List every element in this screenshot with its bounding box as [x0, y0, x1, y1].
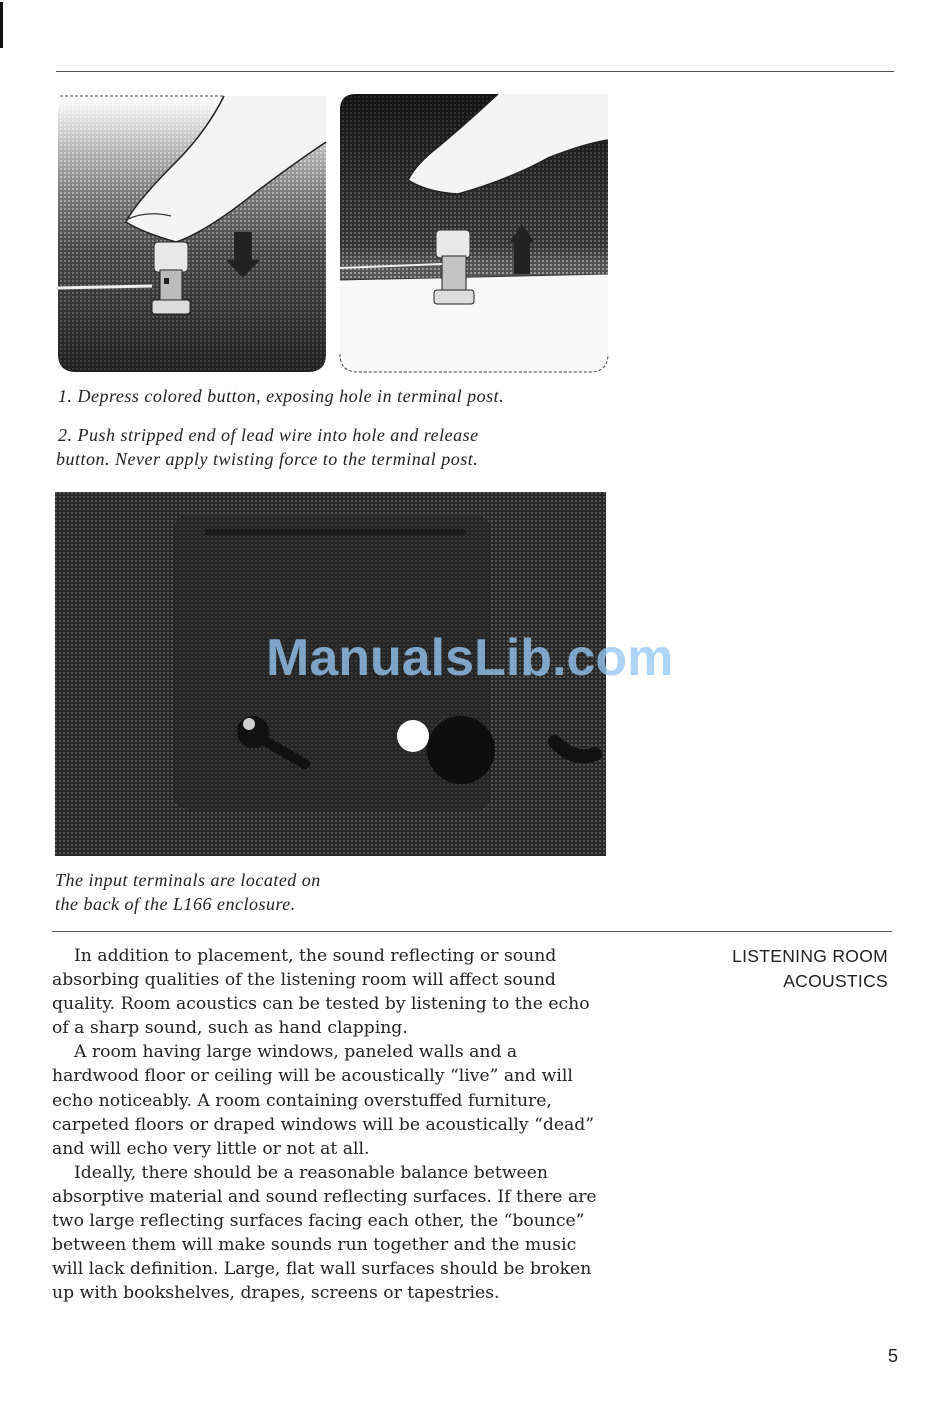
- photo-depress-button: [56, 92, 328, 374]
- section-heading-line-1: LISTENING ROOM: [732, 946, 888, 966]
- caption-terminals-line-2: the back of the L166 enclosure.: [55, 894, 296, 914]
- top-rule: [56, 71, 894, 72]
- paragraph-3: Ideally, there should be a reasonable balance between absorptive material and sound reflecting surfaces. If there are two large reflecting surfaces facing each other, the “bounce” between them will make sounds run together and the music will lack definition. Large, flat wall surfaces should be broken up with bookshelves, drapes, screens or tapestries.: [52, 1162, 597, 1304]
- caption-step-1: 1. Depress colored button, exposing hole in terminal post.: [58, 386, 505, 406]
- section-heading-line-2: ACOUSTICS: [783, 971, 888, 991]
- page-number: 5: [887, 1346, 898, 1366]
- paragraph-1: In addition to placement, the sound reflecting or sound absorbing qualities of the listening room will affect sound quality. Room acoustics can be tested by listening to the echo of a sharp sound, such as hand clapping.: [52, 946, 590, 1039]
- scan-edge-mark: [0, 2, 3, 48]
- watermark-manualslib: ManualsLib.com: [266, 629, 674, 687]
- caption-step-2-line-1: 2. Push stripped end of lead wire into hole and release: [58, 425, 479, 445]
- section-heading: [668, 944, 888, 994]
- paragraph-2: A room having large windows, paneled walls and a hardwood floor or ceiling will be acoustically “live” and will echo noticeably. A room containing overstuffed furniture, carpeted floors or draped windows will be acoustically “dead” and will echo very little or not at all.: [52, 1042, 595, 1159]
- caption-step-2-line-2: button. Never apply twisting force to the terminal post.: [56, 449, 479, 469]
- section-rule: [52, 931, 892, 932]
- section-body: [52, 944, 600, 1305]
- photo-release-button: [338, 92, 610, 374]
- caption-terminals-line-1: The input terminals are located on: [55, 870, 321, 890]
